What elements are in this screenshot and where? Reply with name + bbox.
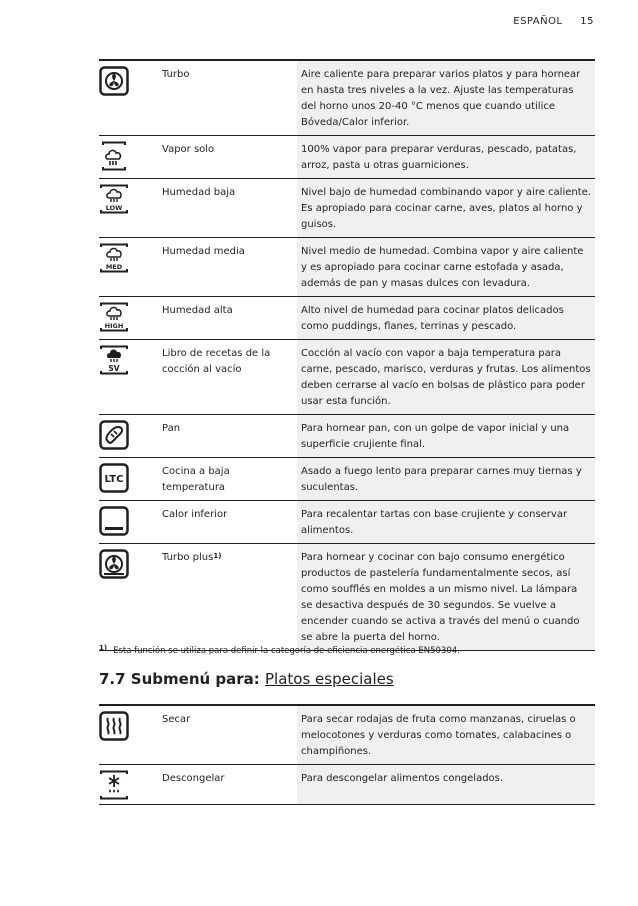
- table-row: [99, 340, 595, 415]
- turbo-fan-icon: [99, 66, 129, 96]
- function-description: Para hornear y cocinar con bajo consumo energético productos de pastelería fundamentalmente secos, así como soufflés en moldes a un mismo nivel. La lámpara se desactiva después de 30 segundos. Se vuelve a encender cuando se activa a través del menú o cuando se abre la puerta del horno.: [297, 544, 595, 651]
- bread-icon: [99, 420, 129, 450]
- function-name: Pan: [162, 423, 181, 434]
- steam-low-icon: [99, 184, 129, 214]
- section-link[interactable]: Platos especiales: [265, 670, 394, 688]
- sous-vide-icon: [99, 345, 129, 375]
- icon-label: SV: [108, 364, 120, 373]
- table-row: [99, 544, 595, 651]
- table-row: [99, 765, 595, 805]
- function-description: 100% vapor para preparar verduras, pescado, patatas, arroz, pasta u otras guarniciones.: [297, 136, 595, 179]
- icon-label: LOW: [105, 204, 123, 212]
- function-description: Para recalentar tartas con base crujiente y conservar alimentos.: [297, 501, 595, 544]
- footnote-mark: 1): [99, 644, 108, 652]
- turbo-plus-icon: [99, 549, 129, 579]
- function-name-text: Turbo plus: [162, 552, 214, 563]
- section-heading: [99, 670, 394, 688]
- function-description: Alto nivel de humedad para cocinar platos delicados como puddings, flanes, terrinas y pescado.: [297, 297, 595, 340]
- ltc-icon: [99, 463, 129, 493]
- footnote-text: Esta función se utiliza para definir la categoría de eficiencia energética EN50304.: [113, 646, 460, 656]
- function-description: Para descongelar alimentos congelados.: [297, 765, 595, 805]
- table-row: [99, 458, 595, 501]
- function-name: Turbo: [162, 69, 190, 80]
- function-name: Descongelar: [162, 773, 225, 784]
- function-name: Vapor solo: [162, 144, 215, 155]
- steam-high-icon: [99, 302, 129, 332]
- function-description: Nivel bajo de humedad combinando vapor y aire caliente. Es apropiado para cocinar carne, aves, platos al horno y guisos.: [297, 179, 595, 238]
- function-name: Secar: [162, 714, 191, 725]
- drying-icon: [99, 711, 129, 741]
- table-row: [99, 60, 595, 136]
- defrost-icon: [99, 770, 129, 800]
- function-name: Humedad baja: [162, 187, 236, 198]
- table-row: [99, 179, 595, 238]
- function-description: Cocción al vacío con vapor a baja temperatura para carne, pescado, marisco, verduras y frutas. Los alimentos deben cerrarse al vacío en bolsas de plástico para poder usar esta función.: [297, 340, 595, 415]
- table-row: [99, 136, 595, 179]
- steam-icon: [99, 141, 129, 171]
- function-description: Para secar rodajas de fruta como manzanas, ciruelas o melocotones y verduras como tomates, calabacines o champiñones.: [297, 705, 595, 765]
- page-header: [513, 16, 594, 27]
- table-row: [99, 297, 595, 340]
- table-row: [99, 415, 595, 458]
- bottom-heat-icon: [99, 506, 129, 536]
- special-functions-table: [99, 704, 595, 805]
- table-row: [99, 501, 595, 544]
- function-name: Libro de recetas de la cocción al vacío: [162, 348, 271, 375]
- function-description: Nivel medio de humedad. Combina vapor y aire caliente y es apropiado para cocinar carne estofada y asada, además de pan y masas dulces con levadura.: [297, 238, 595, 297]
- table-row: [99, 705, 595, 765]
- icon-label: HIGH: [104, 322, 124, 330]
- icon-label: MED: [105, 263, 123, 271]
- section-title: 7.7 Submenú para:: [99, 670, 265, 688]
- function-description: Aire caliente para preparar varios platos y para hornear en hasta tres niveles a la vez. Ajuste las temperaturas del horno unos 20-40 °C menos que cuando utilice Bóveda/Calor inferior.: [297, 60, 595, 136]
- header-language: ESPAÑOL: [513, 16, 563, 27]
- footnote: [99, 646, 460, 656]
- table-row: [99, 238, 595, 297]
- icon-label: LTC: [104, 474, 124, 485]
- functions-table: [99, 59, 595, 651]
- function-description: Para hornear pan, con un golpe de vapor inicial y una superficie crujiente final.: [297, 415, 595, 458]
- function-name: Cocina a baja temperatura: [162, 466, 230, 493]
- page-number: 15: [580, 16, 594, 27]
- footnote-ref: 1): [213, 552, 222, 560]
- function-description: Asado a fuego lento para preparar carnes muy tiernas y suculentas.: [297, 458, 595, 501]
- function-name: Humedad alta: [162, 305, 233, 316]
- steam-med-icon: [99, 243, 129, 273]
- function-name: [160, 544, 297, 651]
- function-name: Calor inferior: [162, 509, 228, 520]
- function-name: Humedad media: [162, 246, 245, 257]
